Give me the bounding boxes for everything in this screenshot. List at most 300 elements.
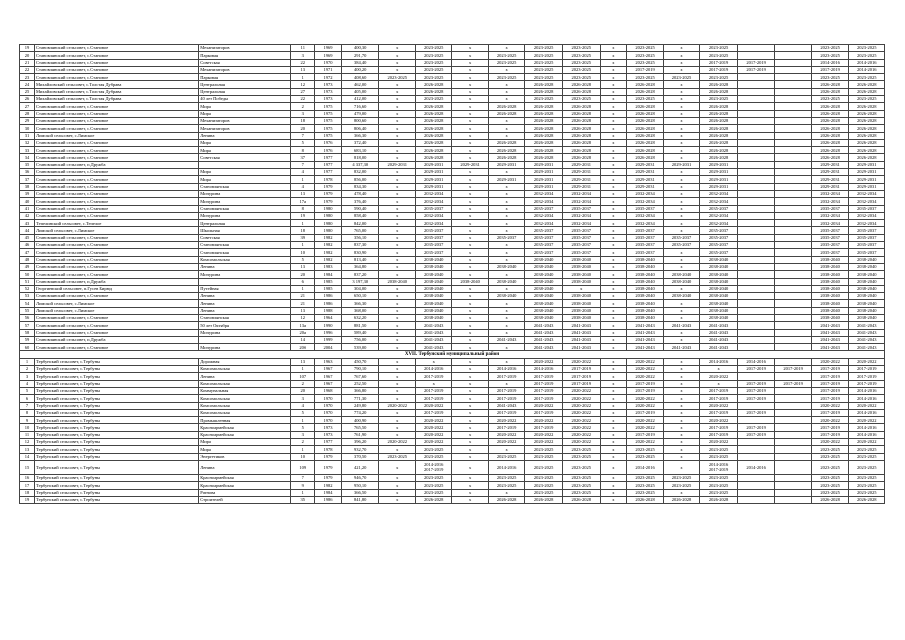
table-cell — [737, 329, 775, 336]
table-cell: 3 197,30 — [341, 278, 379, 285]
table-cell: 2023-2025 — [415, 59, 451, 66]
table-cell: 1 — [291, 285, 315, 292]
table-cell: 2020-2022 — [562, 358, 600, 365]
table-cell: 2017-2019 — [811, 366, 849, 373]
table-cell: х — [600, 154, 627, 161]
table-cell: Михайловский сельсовет, с.Толстая Дубрава — [35, 96, 199, 103]
table-cell: х — [600, 489, 627, 496]
table-cell: 2017-2019 — [737, 409, 775, 416]
table-cell: х — [600, 66, 627, 73]
table-cell: 2017-2019 — [525, 395, 563, 402]
table-cell: 2029-2031 — [525, 169, 563, 176]
table-cell: 29 — [20, 117, 35, 124]
table-cell: 2026-2028 — [562, 139, 600, 146]
table-cell: 2038-2040 — [525, 307, 563, 314]
table-cell: 15 — [20, 460, 35, 474]
table-cell: 2014-2016 — [849, 59, 885, 66]
table-row — [20, 110, 885, 117]
table-cell: 57 — [20, 322, 35, 329]
table-cell: 2038-2040 — [811, 300, 849, 307]
table-cell — [775, 234, 811, 241]
table-cell: 1973 — [315, 96, 342, 103]
table-cell: 2038-2040 — [415, 263, 451, 270]
table-cell: 1 — [291, 242, 315, 249]
table-cell: 2029-2031 — [811, 161, 849, 168]
table-cell — [775, 293, 811, 300]
table-row — [20, 66, 885, 73]
table-cell: х — [452, 373, 488, 380]
table-cell: 2023-2025 — [562, 482, 600, 489]
table-cell: 2026-2028 — [562, 103, 600, 110]
table-cell: 2038-2040 — [525, 300, 563, 307]
table-cell: 2026-2028 — [562, 81, 600, 88]
table-cell: х — [663, 117, 699, 124]
table-cell: Тербунский сельсовет, с.Тербуны — [35, 489, 199, 496]
table-cell: 2026-2028 — [525, 88, 563, 95]
table-cell: 2020-2022 — [811, 402, 849, 409]
table-cell: х — [452, 453, 488, 460]
table-cell: х — [488, 169, 524, 176]
table-cell: 1986 — [315, 293, 342, 300]
table-cell: х — [488, 132, 524, 139]
table-cell: 1 — [291, 74, 315, 81]
table-cell: 2032-2034 — [627, 190, 663, 197]
table-cell: 2026-2028 — [627, 110, 663, 117]
table-cell: 2020-2022 — [700, 417, 738, 424]
table-cell: 2020-2022 — [379, 402, 415, 409]
table-cell — [775, 117, 811, 124]
table-cell: х — [663, 66, 699, 73]
table-cell: 2038-2040 — [811, 278, 849, 285]
table-cell: Становлянский сельсовет, п.Дружба — [35, 161, 199, 168]
cell-line: 2017-2019 — [423, 467, 444, 473]
table-cell: 6 — [291, 278, 315, 285]
table-cell: 1 — [20, 358, 35, 365]
table-cell: Становлянский сельсовет, с.Становое — [35, 52, 199, 59]
table-cell: х — [379, 336, 415, 343]
table-cell: 2014-2016 — [849, 424, 885, 431]
table-cell: 2035-2037 — [627, 249, 663, 256]
table-cell — [737, 176, 775, 183]
table-cell: х — [600, 242, 627, 249]
table-cell: Становлянский сельсовет, с.Становое — [35, 183, 199, 190]
table-cell: х — [452, 117, 488, 124]
table-cell: 46 — [20, 242, 35, 249]
table-row — [20, 205, 885, 212]
table-cell: 2017-2019 — [488, 395, 524, 402]
table-cell: 30 — [20, 125, 35, 132]
table-cell: Тербунский сельсовет, с.Тербуны — [35, 409, 199, 416]
table-cell: х — [700, 366, 738, 373]
table-cell — [775, 344, 811, 351]
table-cell: 2029-2031 — [379, 161, 415, 168]
table-cell — [737, 307, 775, 314]
table-cell: 27 — [20, 103, 35, 110]
table-cell: х — [379, 496, 415, 503]
table-row — [20, 453, 885, 460]
table-cell: 376,40 — [341, 198, 379, 205]
table-cell: 2026-2028 — [415, 139, 451, 146]
table-cell: 2026-2028 — [849, 132, 885, 139]
table-cell: х — [452, 212, 488, 219]
table-cell — [737, 336, 775, 343]
table-cell: 2017-2019 — [415, 395, 451, 402]
table-cell: х — [600, 366, 627, 373]
table-row — [20, 402, 885, 409]
table-cell — [737, 285, 775, 292]
table-cell: 2038-2040 — [849, 263, 885, 270]
table-cell: 58 — [20, 329, 35, 336]
table-cell: Лимской сельсовет, с.Лимское — [35, 227, 199, 234]
table-cell: х — [379, 52, 415, 59]
table-cell: х — [488, 220, 524, 227]
table-cell: 2023-2025 — [415, 66, 451, 73]
table-cell: 2038-2040 — [811, 307, 849, 314]
table-cell: 56 — [20, 314, 35, 321]
table-cell: Тербунский сельсовет, с.Тербуны — [35, 387, 199, 394]
table-cell: 2017-2019 — [525, 409, 563, 416]
table-cell: х — [663, 336, 699, 343]
table-cell — [775, 132, 811, 139]
table-cell: 249,80 — [341, 402, 379, 409]
table-cell: Парковая — [199, 74, 291, 81]
table-cell: 2020-2022 — [562, 387, 600, 394]
table-cell: 5 — [291, 409, 315, 416]
table-cell: 1967 — [315, 373, 342, 380]
table-cell: 2041-2043 — [700, 336, 738, 343]
table-cell: 22 — [291, 59, 315, 66]
table-row — [20, 307, 885, 314]
table-cell: 832,00 — [341, 169, 379, 176]
table-cell: 2020-2022 — [700, 402, 738, 409]
table-cell: 2023-2025 — [700, 74, 738, 81]
table-cell: х — [488, 183, 524, 190]
table-cell: х — [452, 88, 488, 95]
table-cell: х — [379, 176, 415, 183]
table-cell — [737, 496, 775, 503]
table-cell: х — [452, 409, 488, 416]
table-cell: 2041-2043 — [562, 344, 600, 351]
table-cell: х — [488, 190, 524, 197]
table-cell: 11 — [291, 45, 315, 52]
table-cell: 2026-2028 — [700, 132, 738, 139]
table-cell: Становлянский сельсовет, с.Становое — [35, 169, 199, 176]
table-cell: Комсомольская — [199, 256, 291, 263]
table-cell: х — [600, 380, 627, 387]
table-cell — [737, 489, 775, 496]
table-row — [20, 387, 885, 394]
table-cell: х — [488, 329, 524, 336]
table-cell: 37 — [20, 176, 35, 183]
table-cell: Ленина — [199, 460, 291, 474]
table-cell: 1969 — [315, 45, 342, 52]
table-row — [20, 344, 885, 351]
table-cell: 2020-2022 — [627, 373, 663, 380]
table-cell — [775, 52, 811, 59]
table-cell: 2017-2019 — [488, 409, 524, 416]
table-cell: х — [600, 147, 627, 154]
table-cell: х — [663, 125, 699, 132]
table-cell: х — [663, 439, 699, 446]
table-cell: 2026-2028 — [849, 88, 885, 95]
table-cell: х — [488, 344, 524, 351]
table-cell — [737, 110, 775, 117]
table-cell: 1 — [291, 446, 315, 453]
table-cell: 2014-2016 — [627, 460, 663, 474]
table-row — [20, 45, 885, 52]
table-cell: х — [452, 307, 488, 314]
table-cell: х — [663, 424, 699, 431]
table-cell: х — [600, 293, 627, 300]
table-row — [20, 496, 885, 503]
table-cell: х — [379, 45, 415, 52]
table-cell: Становлянский сельсовет, с.Становое — [35, 344, 199, 351]
table-cell: 1970 — [315, 395, 342, 402]
table-cell: х — [379, 183, 415, 190]
table-cell: 2035-2037 — [700, 249, 738, 256]
table-cell: х — [600, 227, 627, 234]
table-cell: х — [379, 96, 415, 103]
table-cell: Становлянский сельсовет, с.Становое — [35, 190, 199, 197]
table-row — [20, 59, 885, 66]
table-cell — [775, 474, 811, 481]
table-cell: 2017-2019 — [415, 373, 451, 380]
table-cell: 2026-2028 — [562, 110, 600, 117]
table-cell: 60 — [20, 344, 35, 351]
table-cell — [775, 285, 811, 292]
table-cell: 2029-2031 — [415, 169, 451, 176]
table-cell: 813,40 — [341, 256, 379, 263]
table-cell: 2029-2031 — [849, 176, 885, 183]
table-cell: х — [452, 460, 488, 474]
table-cell: 2026-2028 — [700, 117, 738, 124]
table-cell: х — [379, 417, 415, 424]
table-cell: 27 — [291, 88, 315, 95]
table-cell: 32 — [20, 139, 35, 146]
table-cell: 2023-2025 — [811, 474, 849, 481]
table-cell: х — [600, 205, 627, 212]
table-cell: х — [452, 496, 488, 503]
table-cell: 2017-2019 — [849, 373, 885, 380]
table-cell: 2020-2022 — [415, 424, 451, 431]
table-cell: 2017-2019 — [562, 373, 600, 380]
table-cell: 2023-2025 — [663, 482, 699, 489]
table-cell: х — [379, 285, 415, 292]
table-cell: 2038-2040 — [849, 285, 885, 292]
table-cell: 368,00 — [341, 307, 379, 314]
table-cell: 2017-2019 — [737, 424, 775, 431]
table-cell: 2038-2040 — [488, 293, 524, 300]
table-cell: х — [379, 344, 415, 351]
table-cell: 3 — [20, 373, 35, 380]
table-cell: Мира — [199, 169, 291, 176]
table-cell: 2026-2028 — [627, 125, 663, 132]
table-cell: 53 — [20, 293, 35, 300]
table-cell: 2023-2025 — [627, 96, 663, 103]
table-cell: х — [379, 431, 415, 438]
table-cell: 2041-2043 — [700, 322, 738, 329]
table-cell: 304,00 — [341, 285, 379, 292]
table-cell: 5 — [291, 424, 315, 431]
table-cell: х — [379, 154, 415, 161]
table-cell: х — [663, 59, 699, 66]
table-cell: 2035-2037 — [811, 249, 849, 256]
table-cell: х — [600, 431, 627, 438]
table-cell: х — [452, 147, 488, 154]
table-cell — [775, 439, 811, 446]
table-cell: 2026-2028 — [415, 81, 451, 88]
table-cell: х — [663, 358, 699, 365]
table-cell: х — [379, 242, 415, 249]
document-page — [19, 44, 885, 504]
table-cell: 2032-2034 — [700, 220, 738, 227]
table-cell — [737, 263, 775, 270]
table-cell: 10 — [291, 249, 315, 256]
table-cell: 14 — [291, 336, 315, 343]
table-cell: х — [663, 154, 699, 161]
table-cell: 2020-2022 — [627, 358, 663, 365]
table-cell: 2029-2031 — [849, 161, 885, 168]
table-cell: х — [600, 190, 627, 197]
table-cell: х — [379, 460, 415, 474]
table-cell: х — [600, 482, 627, 489]
table-cell: 1972 — [315, 74, 342, 81]
table-cell: 1976 — [315, 147, 342, 154]
table-body-stanovlyansky — [20, 45, 885, 351]
table-cell: 2026-2028 — [525, 154, 563, 161]
table-cell: х — [452, 322, 488, 329]
table-cell: х — [379, 314, 415, 321]
table-cell — [737, 234, 775, 241]
table-cell: 1977 — [315, 439, 342, 446]
table-row — [20, 249, 885, 256]
table-row — [20, 271, 885, 278]
table-cell: 2038-2040 — [488, 263, 524, 270]
table-cell: х — [452, 176, 488, 183]
table-cell: 2026-2028 — [811, 103, 849, 110]
table-cell: х — [663, 285, 699, 292]
table-cell: 1990 — [315, 322, 342, 329]
table-cell: 1988 — [315, 307, 342, 314]
table-cell: 2023-2025 — [700, 453, 738, 460]
table-cell: х — [379, 482, 415, 489]
table-cell: 2038-2040 — [627, 278, 663, 285]
table-cell: х — [452, 300, 488, 307]
table-cell: 2035-2037 — [415, 227, 451, 234]
table-cell: 38 — [20, 183, 35, 190]
table-cell: 2023-2025 — [562, 74, 600, 81]
table-cell: 2026-2028 — [627, 81, 663, 88]
table-cell: 2035-2037 — [562, 205, 600, 212]
table-cell: 2023-2025 — [849, 460, 885, 474]
table-cell: 2038-2040 — [627, 271, 663, 278]
table-cell — [737, 132, 775, 139]
table-cell: 5 — [291, 139, 315, 146]
table-cell: 2017-2019 — [811, 373, 849, 380]
table-cell: Становлянский сельсовет, с.Становое — [35, 176, 199, 183]
table-cell: 2035-2037 — [627, 242, 663, 249]
table-cell — [737, 256, 775, 263]
table-cell: 8 — [20, 409, 35, 416]
table-cell: 2038-2040 — [627, 300, 663, 307]
table-cell: х — [379, 366, 415, 373]
table-cell: х — [452, 169, 488, 176]
table-cell: Тербунский сельсовет, с.Тербуны — [35, 439, 199, 446]
table-cell: 2026-2028 — [849, 81, 885, 88]
table-cell: 2026-2028 — [525, 147, 563, 154]
table-cell: Центральная — [199, 220, 291, 227]
table-cell: 2023-2025 — [627, 453, 663, 460]
table-cell: 2014-2016 — [737, 358, 775, 365]
table-cell: 2017-2019 — [775, 366, 811, 373]
table-cell: 2026-2028 — [488, 147, 524, 154]
table-cell: 2041-2043 — [811, 329, 849, 336]
table-cell: 2035-2037 — [627, 234, 663, 241]
table-cell: Становлянский сельсовет, с.Становое — [35, 314, 199, 321]
table-cell: х — [663, 453, 699, 460]
table-cell: х — [600, 344, 627, 351]
table-cell: 2017-2019 — [775, 380, 811, 387]
table-cell — [775, 183, 811, 190]
table-cell: 2023-2025 — [415, 74, 451, 81]
table-cell: х — [488, 249, 524, 256]
table-cell: 2014-2016 — [415, 366, 451, 373]
table-cell: 1975 — [315, 132, 342, 139]
table-row — [20, 439, 885, 446]
table-cell: 2026-2028 — [525, 139, 563, 146]
table-cell: 2020-2022 — [849, 439, 885, 446]
table-cell: х — [663, 103, 699, 110]
table-cell: х — [663, 139, 699, 146]
table-cell: 2020-2022 — [525, 358, 563, 365]
table-cell: 2032-2034 — [811, 198, 849, 205]
table-cell — [775, 161, 811, 168]
table-cell: 2017-2019 — [737, 66, 775, 73]
table-cell: х — [452, 190, 488, 197]
table-cell: 2023-2025 — [562, 453, 600, 460]
table-cell: 1977 — [315, 161, 342, 168]
table-cell: 2017-2019 — [811, 431, 849, 438]
table-cell: 818,00 — [341, 154, 379, 161]
table-cell — [737, 293, 775, 300]
table-cell: 2017-2019 — [811, 424, 849, 431]
table-cell: 2035-2037 — [525, 205, 563, 212]
table-cell: 841,80 — [341, 496, 379, 503]
table-cell: х — [488, 322, 524, 329]
table-row — [20, 198, 885, 205]
table-cell: 2023-2025 — [849, 453, 885, 460]
table-cell: 2004 — [315, 344, 342, 351]
table-cell: Становлянский сельсовет, с.Становое — [35, 59, 199, 66]
table-cell: 13 — [20, 446, 35, 453]
table-cell: 22 — [291, 96, 315, 103]
table-cell: 1970 — [315, 59, 342, 66]
table-cell: 2020-2022 — [525, 417, 563, 424]
table-cell: 2017-2019 — [488, 373, 524, 380]
table-cell — [737, 220, 775, 227]
table-cell: 2032-2034 — [627, 220, 663, 227]
table-cell: 2032-2034 — [525, 190, 563, 197]
table-cell: х — [488, 66, 524, 73]
table-cell: 2017-2019 — [811, 387, 849, 394]
table-cell: 364,80 — [341, 263, 379, 270]
table-cell: 2038-2040 — [627, 256, 663, 263]
table-cell: 13 — [291, 358, 315, 365]
table-cell: 10 — [291, 453, 315, 460]
table-cell: х — [600, 409, 627, 416]
table-cell: 2038-2040 — [562, 307, 600, 314]
table-cell: 366,50 — [341, 489, 379, 496]
